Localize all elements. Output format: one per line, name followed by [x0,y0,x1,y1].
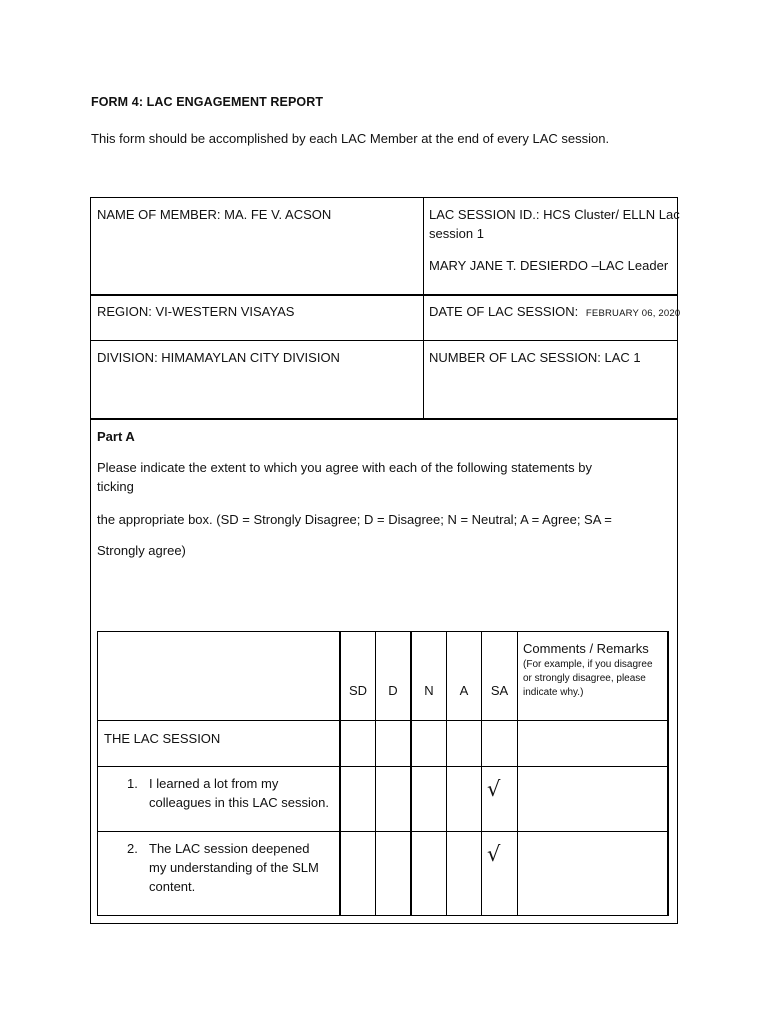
rating-col-right [667,631,669,916]
section-label: THE LAC SESSION [104,731,221,746]
item-2-line1: The LAC session deepened [149,841,310,856]
rating-col-left [97,631,98,916]
session-id-line1: LAC SESSION ID.: HCS Cluster/ ELLN Lac [429,207,680,222]
rating-row-divider-2 [97,766,669,767]
item-1-line2: colleagues in this LAC session. [149,795,329,810]
outer-left-border [90,197,91,924]
outer-bottom-border [90,923,678,924]
item-2-number: 2. [127,841,138,856]
part-a-instruction-3: the appropriate box. (SD = Strongly Disagree; D = Disagree; N = Neutral; A = Agree; SA = [97,512,612,527]
date-value: FEBRUARY 06, 2020 [585,308,681,319]
info-row-divider-2 [90,340,678,341]
col-header-d: D [388,683,398,698]
col-header-sd: SD [348,683,368,698]
rating-col-statement-end [339,631,341,916]
rating-col-sa-end [517,631,518,916]
comments-header: Comments / Remarks [523,641,649,656]
col-header-n: N [424,683,434,698]
lac-leader: MARY JANE T. DESIERDO –LAC Leader [429,258,669,273]
rating-table-bottom [97,915,669,916]
division: DIVISION: HIMAMAYLAN CITY DIVISION [97,350,340,365]
form-intro: This form should be accomplished by each LAC Member at the end of every LAC session. [91,131,610,146]
part-a-instruction-4: Strongly agree) [97,543,186,558]
item-2-sa-checkmark[interactable]: √ [487,842,501,866]
info-row-divider-1 [90,294,678,296]
col-header-a: A [459,683,469,698]
info-row-divider-3 [90,418,678,420]
name-of-member: NAME OF MEMBER: MA. FE V. ACSON [97,207,332,222]
region: REGION: VI-WESTERN VISAYAS [97,304,295,319]
date-of-session [429,302,680,323]
number-of-session: NUMBER OF LAC SESSION: LAC 1 [429,350,641,365]
outer-top-border [90,197,678,198]
col-header-sa: SA [490,683,509,698]
part-a-instruction-2: ticking [97,479,134,494]
item-2-line2: my understanding of the SLM [149,860,319,875]
comments-note-2: or strongly disagree, please [523,673,646,684]
form-title: FORM 4: LAC ENGAGEMENT REPORT [91,95,324,109]
date-label: DATE OF LAC SESSION: [429,304,579,319]
rating-row-divider-1 [97,720,669,721]
item-1-sa-checkmark[interactable]: √ [487,777,501,801]
info-divider-vertical [423,197,424,419]
rating-col-sd-end [375,631,376,916]
item-2-line3: content. [149,879,196,894]
comments-note-3: indicate why.) [523,687,584,698]
part-a-heading: Part A [97,429,135,444]
rating-col-a-end [481,631,482,916]
item-1-number: 1. [127,776,138,791]
part-a-instruction-1: Please indicate the extent to which you agree with each of the following statements by [97,460,593,475]
rating-col-n-end [446,631,447,916]
rating-table-top [97,631,669,632]
rating-row-divider-3 [97,831,669,832]
item-1-line1: I learned a lot from my [149,776,279,791]
session-id-line2: session 1 [429,226,484,241]
rating-col-d-end [410,631,412,916]
comments-note-1: (For example, if you disagree [523,659,653,670]
